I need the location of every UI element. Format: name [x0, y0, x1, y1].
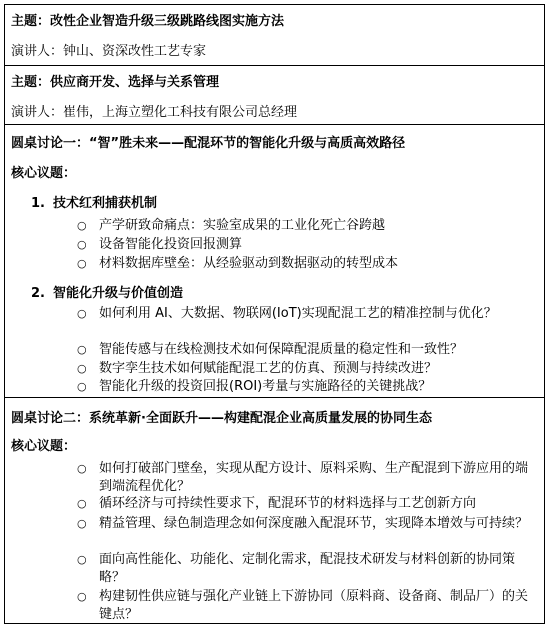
round2-item: 循环经济与可持续性要求下，配混环节的材料选择与工艺创新方向 [99, 496, 477, 511]
section2-item: 智能传感与在线检测技术如何保障配混质量的稳定性和一致性？ [99, 342, 464, 357]
round1-core-label: 核心议题： [11, 166, 77, 181]
bullet-icon: ○ [77, 257, 87, 270]
topic2-speaker: 演讲人：崔伟，上海立塑化工科技有限公司总经理 [11, 105, 298, 120]
round2-row [5, 398, 544, 625]
topic1-title: 主题：改性企业智造升级三级跳路线图实施方法 [11, 14, 285, 29]
section2-item: 如何利用 AI、大数据、物联网(IoT)实现配混工艺的精准控制与优化？ [99, 306, 497, 321]
topic1-speaker: 演讲人：钟山、资深改性工艺专家 [11, 44, 207, 59]
round2-item: 构建韧性供应链与强化产业链上下游协同（原料商、设备商、制品厂）的关键点？ [99, 589, 529, 622]
section2-item: 数字孪生技术如何赋能配混工艺的仿真、预测与持续改进？ [99, 361, 438, 376]
bullet-icon: ○ [77, 517, 87, 530]
section1-number: 1. [31, 196, 45, 211]
bullet-icon: ○ [77, 238, 87, 251]
round2-item: 如何打破部门壁垒，实现从配方设计、原料采购、生产配混到下游应用的端到端流程优化？ [99, 461, 529, 494]
bullet-icon: ○ [77, 590, 87, 603]
bullet-icon: ○ [77, 497, 87, 510]
round2-title: 圆桌讨论二：系统革新·全面跃升——构建配混企业高质量发展的协同生态 [11, 411, 432, 426]
topic2-row [5, 66, 544, 125]
agenda-table [4, 4, 545, 624]
topic2-title: 主题：供应商开发、选择与关系管理 [11, 75, 220, 90]
section1-heading: 技术红利捕获机制 [53, 196, 158, 211]
bullet-icon: ○ [77, 362, 87, 375]
section1-item: 设备智能化投资回报测算 [99, 237, 243, 252]
bullet-icon: ○ [77, 307, 87, 320]
section2-number: 2. [31, 286, 45, 301]
round1-row [5, 125, 544, 398]
round2-item: 精益管理、绿色制造理念如何深度融入配混环节，实现降本增效与可持续？ [99, 516, 529, 531]
round2-item: 面向高性能化、功能化、定制化需求，配混技术研发与材料创新的协同策略？ [99, 552, 516, 585]
section1-item: 材料数据库壁垒：从经验驱动到数据驱动的转型成本 [99, 256, 399, 271]
bullet-icon: ○ [77, 553, 87, 566]
round1-title: 圆桌讨论一：“智”胜未来——配混环节的智能化升级与高质高效路径 [11, 136, 406, 151]
section2-heading: 智能化升级与价值创造 [53, 286, 184, 301]
section1-item: 产学研致命痛点：实验室成果的工业化死亡谷跨越 [99, 218, 386, 233]
bullet-icon: ○ [77, 380, 87, 393]
bullet-icon: ○ [77, 343, 87, 356]
bullet-icon: ○ [77, 219, 87, 232]
round2-core-label: 核心议题： [11, 439, 77, 454]
topic1-row [5, 5, 544, 66]
bullet-icon: ○ [77, 462, 87, 475]
section2-item: 智能化升级的投资回报(ROI)考量与实施路径的关键挑战？ [99, 379, 432, 394]
